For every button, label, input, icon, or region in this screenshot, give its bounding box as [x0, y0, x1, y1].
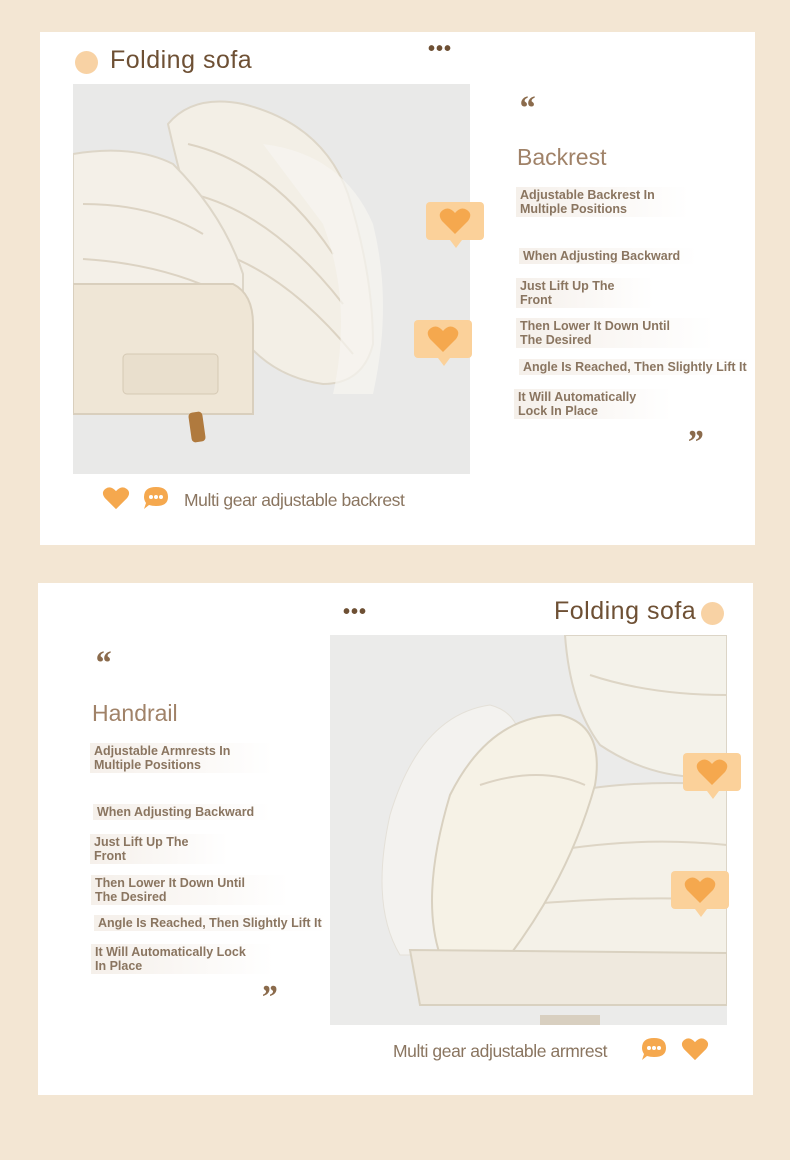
heart-bubble-icon — [414, 320, 472, 358]
chat-bubble-icon — [640, 1036, 668, 1062]
close-quote: ” — [686, 424, 703, 461]
chat-bubble-icon — [142, 485, 170, 511]
feature-line: Angle Is Reached, Then Slightly Lift It — [519, 359, 753, 375]
ellipsis-icon: ••• — [343, 601, 368, 623]
ellipsis-icon: ••• — [428, 38, 453, 60]
section-heading: Handrail — [92, 700, 178, 726]
feature-line: When Adjusting Backward — [93, 804, 271, 820]
heart-icon — [681, 1037, 709, 1061]
open-quote: “ — [94, 645, 111, 682]
close-quote: ” — [260, 979, 277, 1016]
panel-title: Folding sofa — [110, 46, 253, 74]
feature-line: It Will Automatically Lock In Place — [91, 944, 274, 974]
feature-line: Just Lift Up The Front — [516, 278, 654, 308]
sofa-backrest-photo — [73, 84, 470, 474]
title-dot-icon — [75, 51, 98, 74]
feature-line: Then Lower It Down Until The Desired — [91, 875, 289, 905]
caption: Multi gear adjustable backrest — [184, 490, 405, 510]
handrail-panel — [38, 583, 753, 1095]
feature-line: Adjustable Backrest In Multiple Positions — [516, 187, 689, 217]
backrest-panel — [40, 32, 755, 545]
section-heading: Backrest — [517, 144, 607, 170]
caption: Multi gear adjustable armrest — [393, 1041, 608, 1061]
feature-line: When Adjusting Backward — [519, 248, 697, 264]
title-dot-icon — [701, 602, 724, 625]
feature-line: Then Lower It Down Until The Desired — [516, 318, 714, 348]
open-quote: “ — [518, 90, 535, 127]
heart-icon — [102, 486, 130, 510]
feature-line: It Will Automatically Lock In Place — [514, 389, 672, 419]
panel-title: Folding sofa — [554, 597, 697, 625]
heart-bubble-icon — [683, 753, 741, 791]
feature-line: Adjustable Armrests In Multiple Positions — [90, 743, 273, 773]
heart-bubble-icon — [671, 871, 729, 909]
feature-line: Angle Is Reached, Then Slightly Lift It — [94, 915, 328, 931]
feature-line: Just Lift Up The Front — [90, 834, 228, 864]
heart-bubble-icon — [426, 202, 484, 240]
sofa-armrest-photo — [330, 635, 727, 1025]
